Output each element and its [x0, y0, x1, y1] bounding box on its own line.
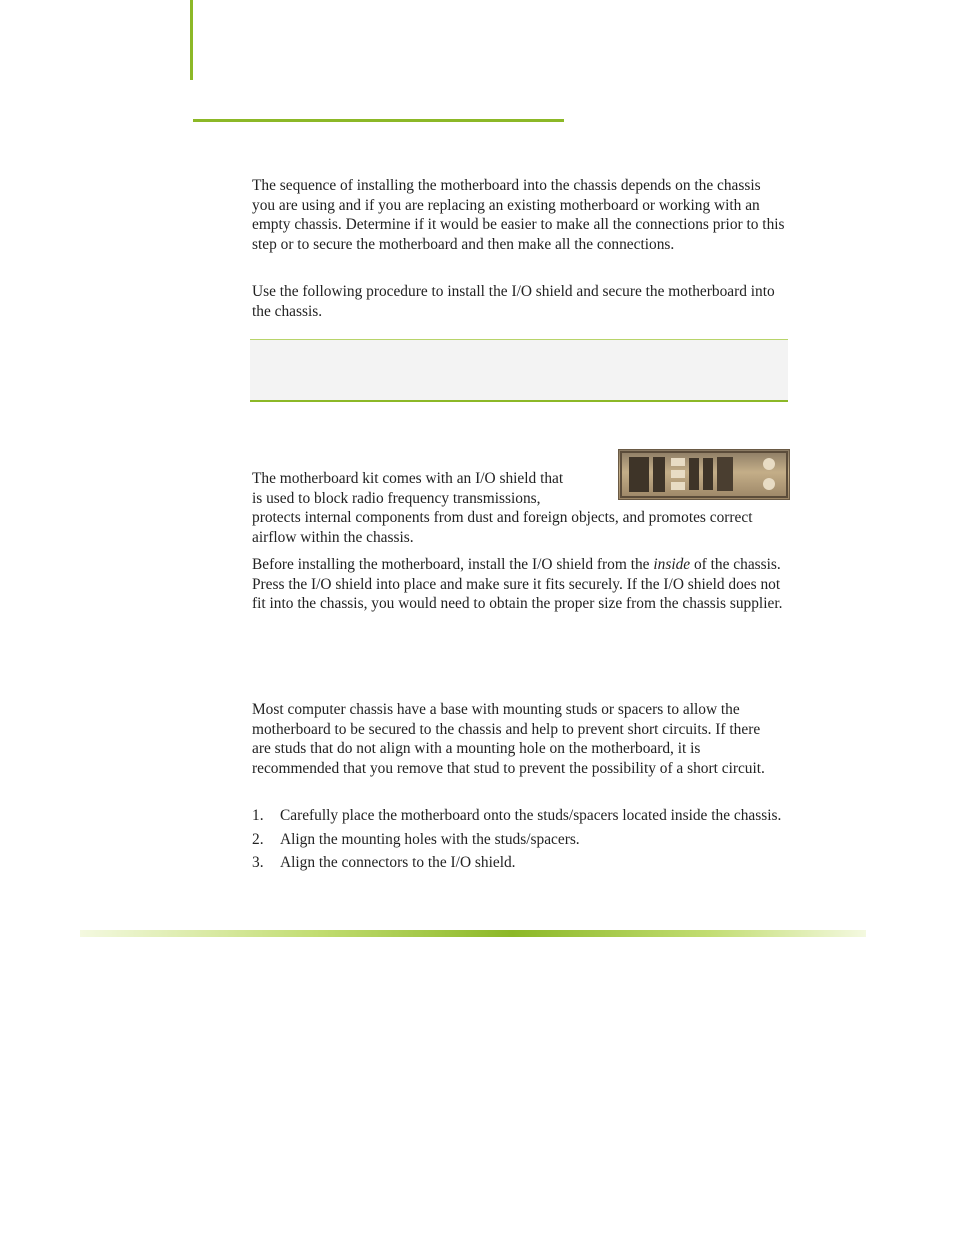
io-shield-p2-after: of the chassis. Press the I/O shield into place and make sure it fits securely. If the I/O shield does not fit into the chassis, you would need to obtain the proper size from the chassis supplier. [252, 556, 783, 612]
step-text: Carefully place the motherboard onto the studs/spacers located inside the chassis. [280, 807, 782, 824]
io-shield-paragraph-2 [252, 555, 787, 614]
io-shield-line-1: The motherboard kit comes with an I/O shield that [252, 470, 564, 487]
step-item [252, 853, 787, 873]
step-number: 1. [252, 807, 264, 824]
step-text: Align the connectors to the I/O shield. [280, 854, 516, 871]
header-horizontal-rule [193, 119, 564, 122]
io-shield-paragraph-1 [252, 469, 787, 547]
step-number: 2. [252, 830, 264, 848]
step-number: 3. [252, 854, 264, 871]
io-shield-line-2: is used to block radio frequency transmissions, [252, 489, 541, 507]
intro-paragraph-1: The sequence of installing the motherboard into the chassis depends on the chassis you are using and if you are replacing an existing motherboard or working with an empty chassis. Determine if it would be easier to make all the connections prior to this step or to secure the motherboard and then make all the connections. [252, 177, 785, 253]
intro-paragraph-2: Use the following procedure to install the I/O shield and secure the motherboard into the chassis. [252, 283, 775, 320]
step-item [252, 806, 787, 826]
step-item [252, 830, 787, 850]
io-shield-p2-emphasis: inside [653, 556, 691, 573]
io-shield-p2-before: Before installing the motherboard, install the I/O shield from the [252, 556, 654, 573]
header-vertical-rule [190, 0, 193, 80]
io-shield-line-3: protects internal components from dust and foreign objects, and promotes correct airflow within the chassis. [252, 509, 753, 546]
step-text: Align the mounting holes with the studs/spacers. [280, 830, 580, 848]
note-box [250, 339, 788, 402]
footer-gradient-rule [80, 930, 866, 937]
mounting-steps [252, 806, 787, 877]
mounting-paragraph: Most computer chassis have a base with mounting studs or spacers to allow the motherboard to be secured to the chassis and help to prevent short circuits. If there are studs that do not align with a mounting hole on the motherboard, it is recommended that you remove that stud to prevent the possibility of a short circuit. [252, 701, 765, 777]
